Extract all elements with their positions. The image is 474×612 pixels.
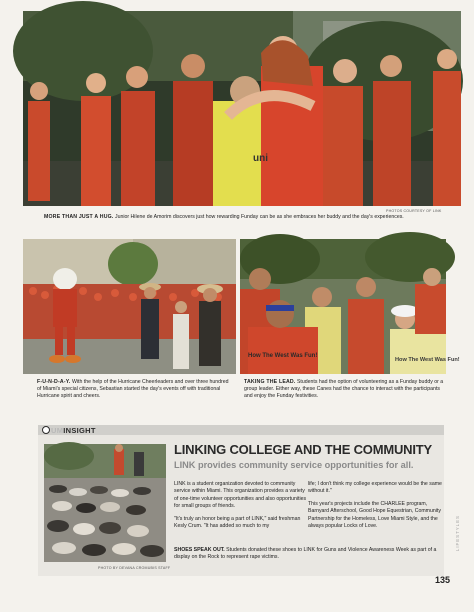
col1-paragraph-1: LINK is a student organization devoted to community service within Miami. This organization provides a variety of one-time volunteer opportunities and also opportunities for small groups of friends. xyxy=(174,481,307,510)
sign-text-left: How The West Was Fun! xyxy=(248,353,318,359)
section-label: LIFESTYLES xyxy=(455,515,460,552)
caption-text: Junior Hilene de Amorim discovers just how rewarding Funday can be as she embraces her buddy and the day's experiences. xyxy=(113,214,404,220)
top-photo-credit: PHOTOS COURTESY OF LINK xyxy=(386,209,442,213)
page-number: 135 xyxy=(435,575,451,585)
col2-paragraph-2: This year's projects include the CHARLEE program, Barnyard Afterschool, Good Hope Equestrian, Community Partnership for the Homeless, Love Miami Style, and the always popular Locks of Love. xyxy=(308,500,441,530)
caption-text: With the help of the Hurricane Cheerleaders and over three hundred of Miami's special citizens, Sebastian started the day's events off with traditional Hurricane spirit and cheers. xyxy=(37,379,229,399)
top-photo-hug xyxy=(23,11,461,206)
right-photo-caption xyxy=(244,379,444,400)
circle-icon xyxy=(42,426,50,434)
caption-lead: F-U-N-D-A-Y. xyxy=(37,379,71,385)
caption-text: Students had the option of volunteering as a Funday buddy or a group leader. Either way, these Canes had the chance to interact with the participants and enjoy the Funday festivities. xyxy=(244,379,444,399)
shoes-caption xyxy=(174,547,446,561)
shoes-photo-credit: PHOTO BY DEVANA CROMUBIS STAFF xyxy=(98,566,171,570)
left-photo-caption xyxy=(37,379,233,400)
um-insight-header-bar xyxy=(38,425,444,435)
caption-lead: MORE THAN JUST A HUG. xyxy=(44,214,114,220)
caption-lead: TAKING THE LEAD. xyxy=(244,379,296,385)
insight-headline: LINKING COLLEGE AND THE COMMUNITY xyxy=(174,442,432,457)
insight-column-2 xyxy=(308,481,444,535)
caption-lead: SHOES SPEAK OUT. xyxy=(174,547,225,553)
top-photo-caption xyxy=(44,214,444,221)
shoes-photo xyxy=(44,444,166,562)
insight-column-1 xyxy=(174,481,310,535)
col1-paragraph-2: "It's truly an honor being a part of LINK," said freshman Kesly Crum. "It has added so much to my xyxy=(174,515,301,530)
um-insight-logo: UMINSIGHT xyxy=(42,426,96,435)
insight-subhead: LINK provides community service opportunities for all. xyxy=(174,460,414,470)
left-photo-cheer xyxy=(23,239,236,374)
right-photo-lead xyxy=(240,239,460,374)
sign-text-right: How The West Was Fun! xyxy=(395,357,460,363)
col2-paragraph-1: life; I don't think my college experience would be the same without it." xyxy=(308,481,442,495)
caption-text: Students donated these shoes to LINK for Guns and Violence Awareness Week as part of a display on the Rock to represent rape victims. xyxy=(174,547,437,560)
shirt-text: uni xyxy=(253,153,268,164)
